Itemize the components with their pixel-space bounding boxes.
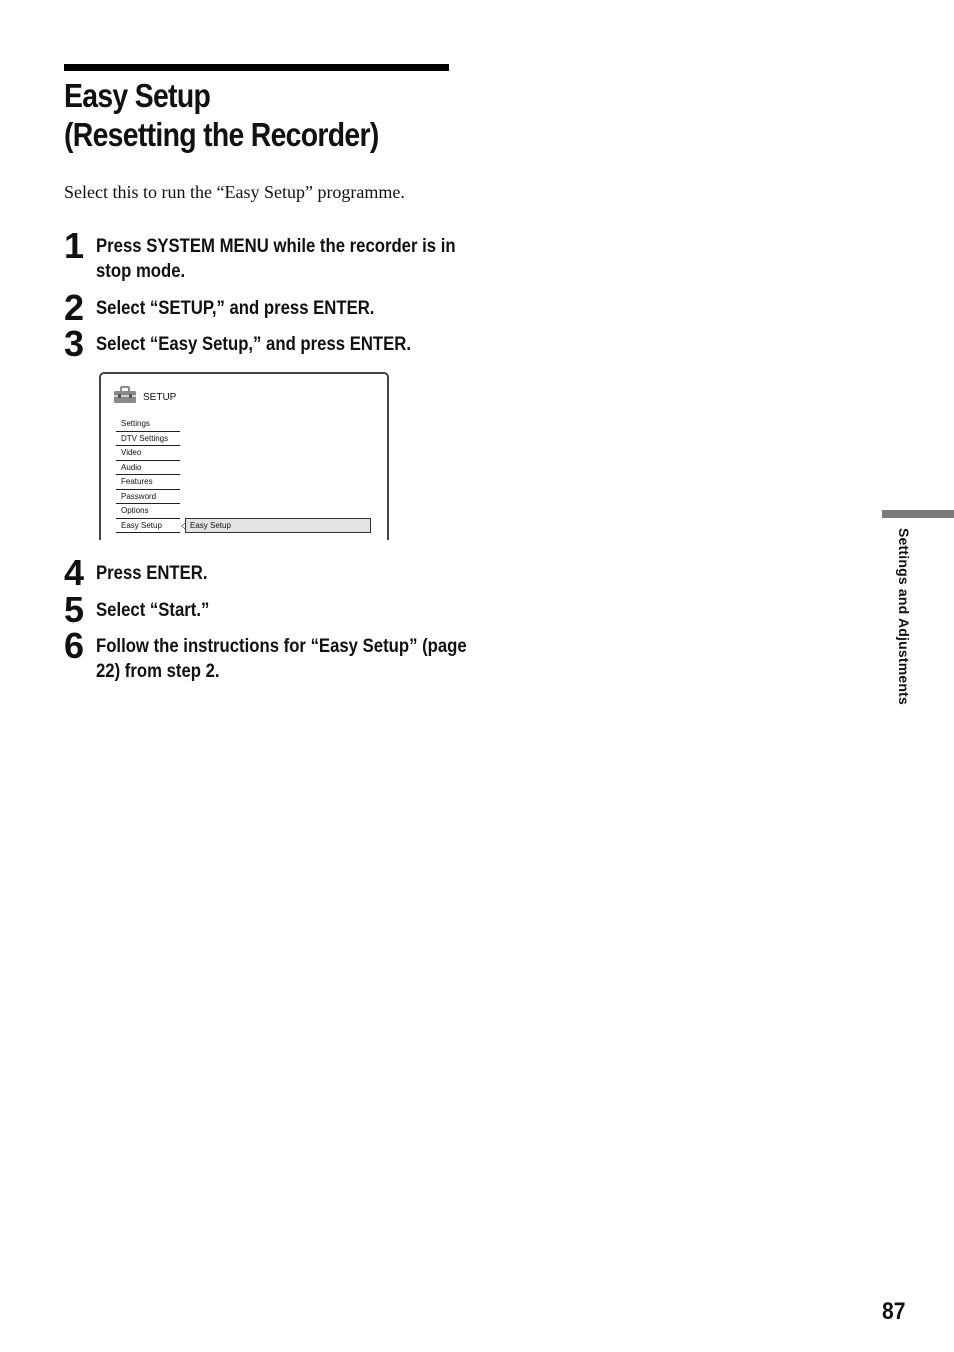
step-number: 2 [64, 287, 85, 328]
intro-text: Select this to run the “Easy Setup” programme. [64, 182, 405, 202]
menu-item-audio[interactable]: Audio [116, 461, 180, 476]
step-text: Select “Start.” [96, 600, 210, 621]
menu-item-options[interactable]: Options [116, 504, 180, 519]
menu-item-dtv-settings[interactable]: DTV Settings [116, 432, 180, 447]
side-tab-bar [882, 510, 954, 518]
step-number: 1 [64, 225, 85, 266]
step-text: Press SYSTEM MENU while the recorder is in stop mode. [96, 236, 456, 282]
menu-item-features[interactable]: Features [116, 475, 180, 490]
side-tab-label: Settings and Adjustments [896, 528, 912, 705]
setup-screen [99, 372, 389, 540]
step-number: 5 [64, 589, 85, 630]
step-text: Press ENTER. [96, 563, 208, 584]
setup-menu [116, 417, 180, 533]
step-number: 4 [64, 552, 85, 593]
step-text: Select “SETUP,” and press ENTER. [96, 298, 375, 319]
step-number: 3 [64, 323, 85, 364]
menu-item-easy-setup[interactable]: Easy Setup [116, 519, 180, 534]
menu-item-password[interactable]: Password [116, 490, 180, 505]
step-text: Select “Easy Setup,” and press ENTER. [96, 334, 412, 355]
page-title-line1: Easy Setup [64, 77, 211, 114]
submenu-easy-setup[interactable]: Easy Setup [185, 518, 371, 533]
screen-title: SETUP [143, 392, 177, 403]
step-text: Follow the instructions for “Easy Setup” (page 22) from step 2. [96, 636, 467, 682]
step-number: 6 [64, 625, 85, 666]
menu-item-video[interactable]: Video [116, 446, 180, 461]
page-title [64, 76, 425, 154]
page-number: 87 [882, 1298, 906, 1325]
page-title-line2: (Resetting the Recorder) [64, 116, 379, 153]
menu-item-settings[interactable]: Settings [116, 417, 180, 432]
heading-rule [64, 64, 449, 71]
toolbox-icon [113, 386, 137, 404]
